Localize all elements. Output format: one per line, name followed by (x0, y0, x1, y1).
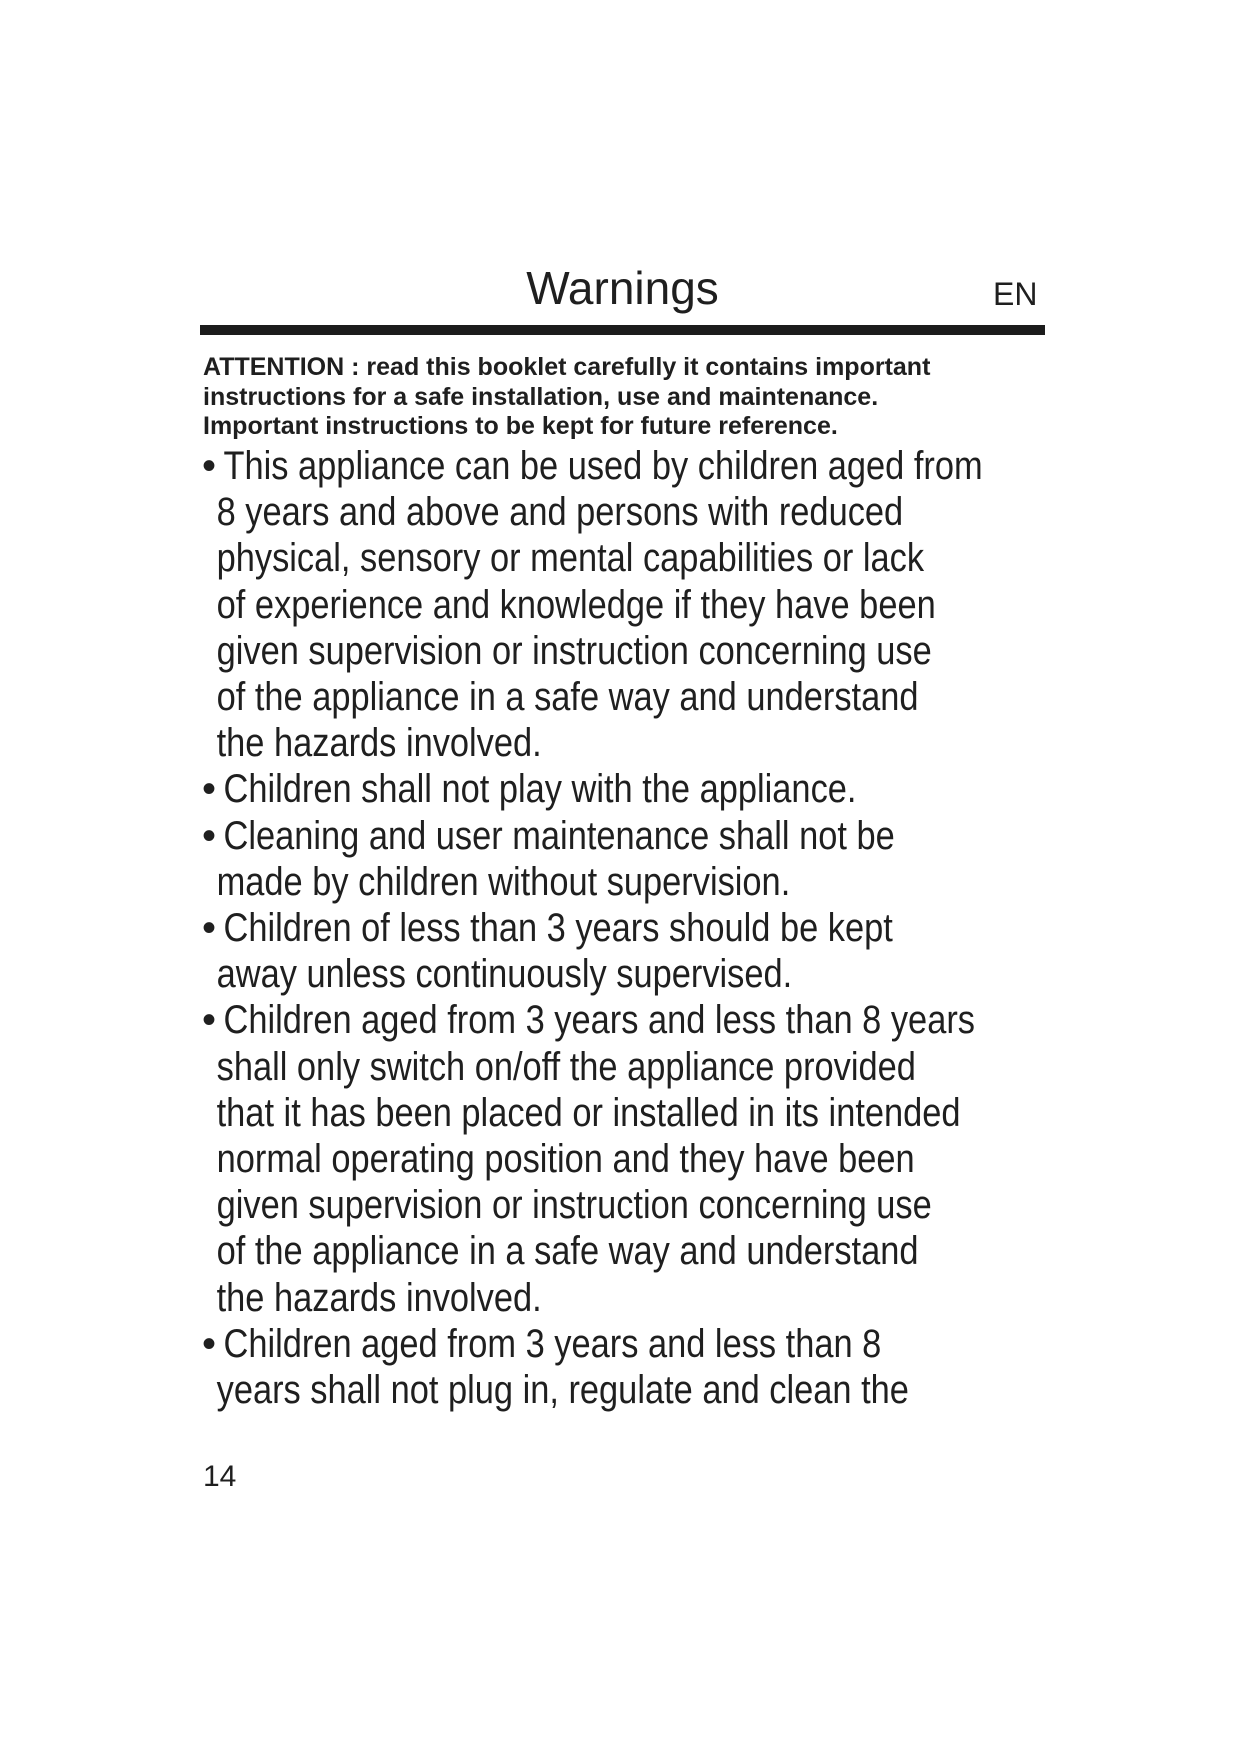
bullet-icon: • (202, 767, 217, 812)
bullet-icon: • (202, 906, 217, 951)
warning-line: Cleaning and user maintenance shall not be (223, 813, 895, 858)
attention-line: ATTENTION : read this booklet carefully it contains important (203, 353, 931, 381)
warning-line: years shall not plug in, regulate and clean the (216, 1368, 909, 1413)
bullet-icon: • (202, 1321, 217, 1366)
warning-item (202, 905, 1082, 997)
bullet-icon: • (202, 444, 217, 488)
warning-line: of the appliance in a safe way and understand (216, 675, 919, 720)
warning-line: of the appliance in a safe way and understand (216, 1229, 919, 1274)
page-number: 14 (203, 1460, 237, 1493)
warning-line: Children aged from 3 years and less than 8 years (223, 998, 975, 1043)
warning-line: the hazards involved. (216, 721, 542, 766)
warning-line: the hazards involved. (216, 1275, 542, 1320)
warning-line: of experience and knowledge if they have been (216, 582, 936, 627)
attention-line: Important instructions to be kept for future reference. (203, 412, 838, 440)
warning-line: Children of less than 3 years should be kept (223, 906, 893, 951)
warning-line: that it has been placed or installed in its intended (216, 1090, 961, 1135)
warning-line: made by children without supervision. (216, 859, 791, 904)
warning-item (202, 766, 1082, 812)
warning-line: given supervision or instruction concerning use (216, 1183, 932, 1228)
warning-line: normal operating position and they have been (216, 1137, 915, 1182)
page-title: Warnings (526, 262, 719, 314)
warning-line: away unless continuously supervised. (216, 952, 793, 997)
language-code: EN (993, 276, 1038, 312)
warning-line: Children aged from 3 years and less than 8 (223, 1321, 882, 1366)
warning-item (202, 997, 1082, 1320)
warning-line: 8 years and above and persons with reduced (216, 490, 904, 535)
attention-notice (203, 353, 1053, 442)
warning-item (202, 813, 1082, 905)
bullet-icon: • (202, 998, 217, 1043)
warning-item (202, 1321, 1082, 1413)
warnings-list (202, 443, 1082, 1413)
attention-line: instructions for a safe installation, use and maintenance. (203, 382, 879, 411)
warning-line: shall only switch on/off the appliance provided (216, 1044, 916, 1089)
header-divider (200, 325, 1045, 335)
warning-item (202, 443, 1082, 766)
warning-line: Children shall not play with the appliance. (223, 767, 857, 812)
bullet-icon: • (202, 813, 217, 858)
warning-line: This appliance can be used by children aged from (223, 444, 983, 488)
warning-line: physical, sensory or mental capabilities or lack (216, 536, 925, 581)
warning-line: given supervision or instruction concerning use (216, 628, 932, 673)
